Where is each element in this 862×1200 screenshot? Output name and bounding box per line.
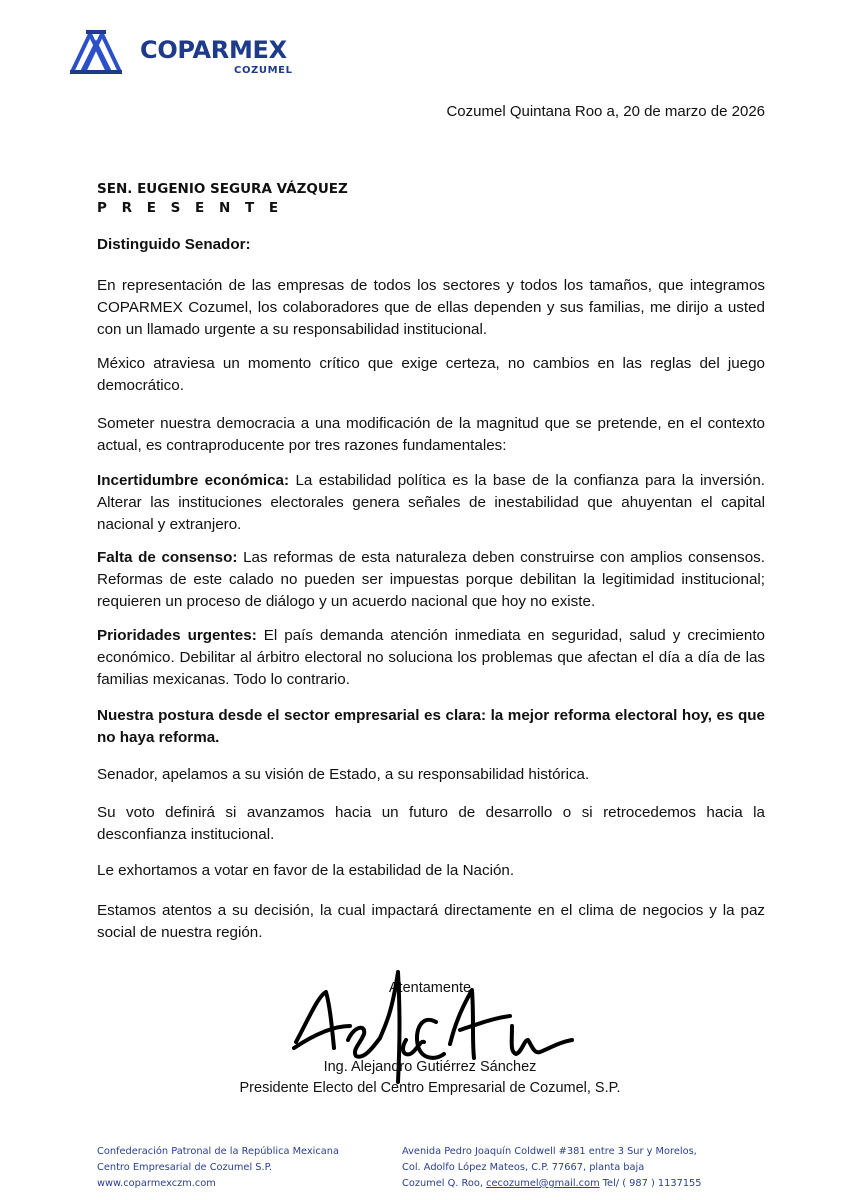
paragraph-5-text: Las reformas de esta naturaleza deben construirse con amplios consensos. Reformas de este calado no pueden ser impuestas porque debilitan la legitimidad institucional; requieren un proceso de diálogo y un acuerdo nacional que hoy no existe. xyxy=(97,549,765,610)
paragraph-2-text: México atraviesa un momento crítico que exige certeza, no cambios en las reglas del juego democrático. xyxy=(97,355,765,394)
paragraph-1 xyxy=(97,275,765,341)
paragraph-10 xyxy=(97,860,765,882)
footer-phone: Tel/ ( 987 ) 1137155 xyxy=(599,1178,702,1189)
paragraph-4-text: La estabilidad política es la base de la confianza para la inversión. Alterar las instituciones electorales genera señales de inestabilidad que ahuyentan el capital nacional y extranjero. xyxy=(97,472,765,533)
paragraph-3 xyxy=(97,413,765,457)
paragraph-6 xyxy=(97,625,765,691)
coparmex-logo-mark-icon xyxy=(68,26,124,76)
paragraph-6-label: Prioridades urgentes: xyxy=(97,627,257,644)
paragraph-6-text: El país demanda atención inmediata en seguridad, salud y crecimiento económico. Debilitar al árbitro electoral no soluciona los problemas que afectan el día a día de las familias mexicanas. Todo lo contrario. xyxy=(97,627,765,688)
logo-name: COPARMEX xyxy=(140,36,287,64)
paragraph-9 xyxy=(97,802,765,846)
greeting xyxy=(97,234,765,256)
paragraph-7-text: Nuestra postura desde el sector empresarial es clara: la mejor reforma electoral hoy, es que no haya reforma. xyxy=(97,707,765,746)
footer-left-line-2: Centro Empresarial de Cozumel S.P. xyxy=(97,1162,273,1173)
footer-website[interactable]: www.coparmexczm.com xyxy=(97,1178,216,1189)
footer-city: Cozumel Q. Roo, xyxy=(402,1178,487,1189)
paragraph-5-label: Falta de consenso: xyxy=(97,549,238,566)
logo-subtitle: COZUMEL xyxy=(234,65,293,76)
footer-email-link[interactable]: cecozumel@gmail.com xyxy=(486,1178,600,1189)
paragraph-4-label: Incertidumbre económica: xyxy=(97,472,290,489)
footer-address-line-1: Avenida Pedro Joaquín Coldwell #381 entre 3 Sur y Morelos, xyxy=(402,1146,697,1157)
paragraph-8-text: Senador, apelamos a su visión de Estado, a su responsabilidad histórica. xyxy=(97,766,590,783)
recipient-name: SEN. EUGENIO SEGURA VÁZQUEZ xyxy=(97,181,348,197)
paragraph-11 xyxy=(97,900,765,944)
footer-contact-line xyxy=(402,1176,702,1192)
greeting-text: Distinguido Senador: xyxy=(97,236,251,253)
letter-date: Cozumel Quintana Roo a, 20 de marzo de 2026 xyxy=(446,103,765,120)
paragraph-10-text: Le exhortamos a votar en favor de la estabilidad de la Nación. xyxy=(97,862,515,879)
paragraph-5 xyxy=(97,547,765,613)
signer-title: Presidente Electo del Centro Empresarial de Cozumel, S.P. xyxy=(239,1080,621,1096)
footer-right xyxy=(402,1144,702,1192)
footer-left-line-1: Confederación Patronal de la República Mexicana xyxy=(97,1146,340,1157)
paragraph-2 xyxy=(97,353,765,397)
recipient-block xyxy=(97,180,348,218)
closing-salutation: Atentamente xyxy=(388,980,472,996)
paragraph-9-text: Su voto definirá si avanzamos hacia un futuro de desarrollo o si retrocedemos hacia la desconfianza institucional. xyxy=(97,804,765,843)
paragraph-8 xyxy=(97,764,765,786)
paragraph-7 xyxy=(97,705,765,749)
footer-left xyxy=(97,1144,339,1192)
paragraph-1-text: En representación de las empresas de todos los sectores y todos los tamaños, que integramos COPARMEX Cozumel, los colaboradores que de ellas dependen y sus familias, me dirijo a usted con un llamado urgente a su responsabilidad institucional. xyxy=(97,277,765,338)
coparmex-logo xyxy=(68,26,298,78)
paragraph-11-text: Estamos atentos a su decisión, la cual impactará directamente en el clima de negocios y la paz social de nuestra región. xyxy=(97,902,765,941)
paragraph-4 xyxy=(97,470,765,536)
recipient-presente: P R E S E N T E xyxy=(97,200,284,216)
footer-address-line-2: Col. Adolfo López Mateos, C.P. 77667, planta baja xyxy=(402,1162,645,1173)
signer-name: Ing. Alejandro Gutiérrez Sánchez xyxy=(323,1059,537,1075)
paragraph-3-text: Someter nuestra democracia a una modificación de la magnitud que se pretende, en el contexto actual, es contraproducente por tres razones fundamentales: xyxy=(97,415,765,454)
